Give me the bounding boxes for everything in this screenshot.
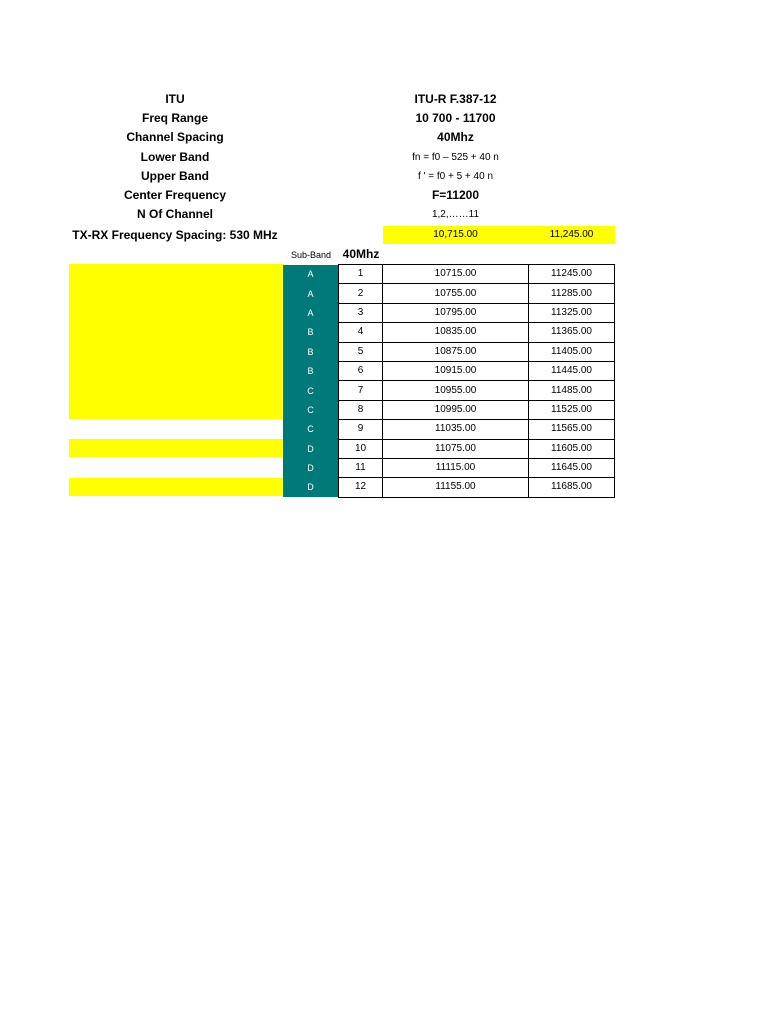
lower-frequency-cell: 10835.00 <box>383 323 529 342</box>
lower-band-label: Lower Band <box>140 150 210 164</box>
lower-frequency-cell: 11035.00 <box>383 420 529 439</box>
upper-frequency-cell: 11605.00 <box>529 439 615 458</box>
sub-band-cell: A <box>283 303 339 322</box>
lower-frequency-cell: 10875.00 <box>383 342 529 361</box>
center-frequency-label: Center Frequency <box>123 188 227 202</box>
channel-table <box>283 264 615 498</box>
bandwidth-header: 40Mhz <box>342 247 380 261</box>
upper-frequency-cell: 11485.00 <box>529 381 615 400</box>
freq-range-value: 10 700 - 11700 <box>415 111 496 125</box>
channel-count-label: N Of Channel <box>136 207 213 221</box>
sub-band-cell: D <box>283 478 339 497</box>
table-row <box>283 439 615 458</box>
channel-spacing-value: 40Mhz <box>437 130 474 144</box>
channel-number-cell: 4 <box>339 323 383 342</box>
table-row <box>283 400 615 419</box>
channel-number-cell: 9 <box>339 420 383 439</box>
lower-frequency-cell: 10755.00 <box>383 284 529 303</box>
spacing-lower-cell: 10,715.00 <box>383 226 528 244</box>
upper-frequency-cell: 11285.00 <box>529 284 615 303</box>
lower-frequency-cell: 10955.00 <box>383 381 529 400</box>
upper-frequency-cell: 11645.00 <box>529 458 615 477</box>
spacing-upper-cell: 11,245.00 <box>528 226 615 244</box>
lower-frequency-cell: 11075.00 <box>383 439 529 458</box>
yellow-block-lower <box>69 478 283 496</box>
table-row <box>283 381 615 400</box>
channel-number-cell: 7 <box>339 381 383 400</box>
lower-frequency-cell: 10715.00 <box>383 265 529 284</box>
upper-band-formula: f ' = f0 + 5 + 40 n <box>417 171 494 182</box>
lower-frequency-cell: 10795.00 <box>383 303 529 322</box>
sub-band-cell: D <box>283 458 339 477</box>
sub-band-cell: B <box>283 323 339 342</box>
upper-frequency-cell: 11405.00 <box>529 342 615 361</box>
lower-frequency-cell: 10995.00 <box>383 400 529 419</box>
itu-value: ITU-R F.387-12 <box>414 92 497 106</box>
freq-range-label: Freq Range <box>141 111 208 125</box>
channel-number-cell: 10 <box>339 439 383 458</box>
channel-number-cell: 2 <box>339 284 383 303</box>
lower-band-formula: fn = f0 – 525 + 40 n <box>412 152 499 163</box>
itu-label: ITU <box>165 92 185 106</box>
upper-frequency-cell: 11445.00 <box>529 361 615 380</box>
table-row <box>283 361 615 380</box>
center-frequency-value: F=11200 <box>431 188 480 202</box>
upper-frequency-cell: 11685.00 <box>529 478 615 497</box>
table-row <box>283 420 615 439</box>
sub-band-cell: A <box>283 265 339 284</box>
tx-rx-spacing-label: TX-RX Frequency Spacing: 530 MHz <box>72 228 278 242</box>
lower-frequency-cell: 10915.00 <box>383 361 529 380</box>
channel-number-cell: 1 <box>339 265 383 284</box>
sub-band-cell: C <box>283 381 339 400</box>
upper-frequency-cell: 11525.00 <box>529 400 615 419</box>
channel-number-cell: 6 <box>339 361 383 380</box>
table-row <box>283 478 615 497</box>
table-row <box>283 265 615 284</box>
lower-frequency-cell: 11155.00 <box>383 478 529 497</box>
upper-frequency-cell: 11245.00 <box>529 265 615 284</box>
channel-number-cell: 11 <box>339 458 383 477</box>
channel-number-cell: 5 <box>339 342 383 361</box>
yellow-block-upper <box>69 264 283 419</box>
sub-band-cell: D <box>283 439 339 458</box>
table-row <box>283 458 615 477</box>
channel-number-cell: 3 <box>339 303 383 322</box>
upper-band-label: Upper Band <box>140 169 209 183</box>
yellow-block-middle <box>69 439 283 457</box>
table-row <box>283 284 615 303</box>
sub-band-cell: C <box>283 420 339 439</box>
upper-frequency-cell: 11565.00 <box>529 420 615 439</box>
sub-band-header: Sub-Band <box>290 250 332 260</box>
table-row <box>283 303 615 322</box>
channel-number-cell: 12 <box>339 478 383 497</box>
table-row <box>283 323 615 342</box>
upper-frequency-cell: 11365.00 <box>529 323 615 342</box>
sub-band-cell: B <box>283 342 339 361</box>
channel-count-value: 1,2,……11 <box>431 209 480 220</box>
upper-frequency-cell: 11325.00 <box>529 303 615 322</box>
sub-band-cell: A <box>283 284 339 303</box>
channel-number-cell: 8 <box>339 400 383 419</box>
sub-band-cell: B <box>283 361 339 380</box>
sub-band-cell: C <box>283 400 339 419</box>
channel-spacing-label: Channel Spacing <box>126 130 224 144</box>
lower-frequency-cell: 11115.00 <box>383 458 529 477</box>
table-row <box>283 342 615 361</box>
